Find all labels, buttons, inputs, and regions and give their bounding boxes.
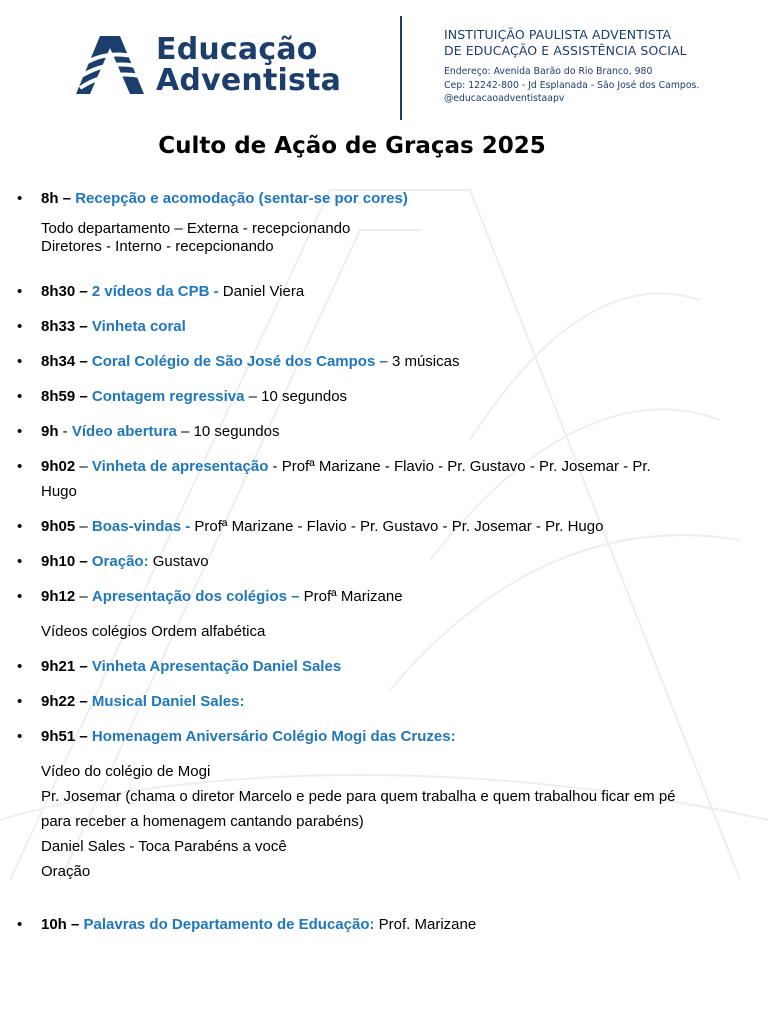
- item-detail: – 10 segundos: [176, 423, 280, 440]
- item-time: 8h30: [41, 283, 76, 300]
- institution-cep: Cep: 12242-800 - Jd Esplanada - São José dos Campos.: [444, 79, 700, 91]
- item-label: Vídeo abertura: [71, 423, 177, 440]
- bullet-icon: •: [17, 588, 23, 605]
- item-time: 9h12: [41, 588, 76, 605]
- institution-address: Endereço: Avenida Barão do Rio Branco, 980: [444, 66, 653, 77]
- schedule-item: [0, 454, 768, 504]
- schedule-item: [0, 689, 768, 714]
- adventist-a-icon: [76, 34, 146, 96]
- item-separator: –: [75, 728, 92, 745]
- item-label: Recepção e acomodação (sentar-se por cores): [75, 190, 408, 207]
- item-note: Pr. Josemar (chama o diretor Marcelo e pede para quem trabalha e quem trabalhou ficar em pé para receber a homenagem cantando parabéns): [41, 788, 676, 830]
- item-label: Vinheta Apresentação Daniel Sales: [91, 658, 342, 675]
- educacao-adventista-logo: [76, 34, 376, 98]
- item-time: 9h21: [41, 658, 76, 675]
- item-time: 8h34: [41, 353, 76, 370]
- item-note: Vídeos colégios Ordem alfabética: [41, 623, 266, 640]
- item-detail: – 10 segundos: [244, 388, 348, 405]
- item-time: 8h59: [41, 388, 76, 405]
- bullet-icon: •: [17, 658, 23, 675]
- item-label: Apresentação dos colégios –: [91, 588, 300, 605]
- item-time: 10h: [41, 916, 67, 933]
- bullet-icon: •: [17, 283, 23, 300]
- item-note: Todo departamento – Externa - recepcionando: [41, 220, 351, 237]
- schedule-item: [0, 314, 768, 339]
- item-separator: –: [75, 458, 92, 475]
- schedule-item: [0, 654, 768, 679]
- item-label: Boas-vindas -: [91, 518, 195, 535]
- item-note: Diretores - Interno - recepcionando: [41, 238, 274, 255]
- schedule-item: [0, 514, 768, 539]
- institution-social: @educacaoadventistaapv: [444, 93, 565, 104]
- item-label: Contagem regressiva: [91, 388, 245, 405]
- item-detail: Gustavo: [148, 553, 209, 570]
- schedule-item: [0, 912, 768, 937]
- item-detail: 3 músicas: [387, 353, 460, 370]
- institution-block: [444, 27, 699, 106]
- item-separator: –: [66, 916, 84, 933]
- item-label: 2 vídeos da CPB -: [91, 283, 219, 300]
- schedule-item: [0, 724, 768, 749]
- item-note: Oração: [41, 863, 91, 880]
- bullet-icon: •: [17, 518, 23, 535]
- schedule-item: [0, 549, 768, 574]
- item-time: 9h: [41, 423, 59, 440]
- item-separator: -: [58, 423, 72, 440]
- item-time: 8h33: [41, 318, 76, 335]
- item-separator: –: [75, 353, 92, 370]
- item-separator: –: [75, 553, 92, 570]
- item-note: Daniel Sales - Toca Parabéns a você: [41, 838, 287, 855]
- schedule-item: [0, 419, 768, 444]
- letterhead: [0, 0, 768, 125]
- bullet-icon: •: [17, 728, 23, 745]
- item-label: Coral Colégio de São José dos Campos –: [91, 353, 388, 370]
- schedule-item: [0, 186, 768, 211]
- logo-line-2: Adventista: [156, 63, 342, 98]
- bullet-icon: •: [17, 190, 23, 207]
- schedule-item: [0, 384, 768, 409]
- item-separator: –: [75, 388, 92, 405]
- bullet-icon: •: [17, 916, 23, 933]
- logo-line-1: Educação: [156, 32, 318, 67]
- bullet-icon: •: [17, 458, 23, 475]
- schedule-list: [0, 186, 768, 937]
- item-time: 9h05: [41, 518, 76, 535]
- item-label: Musical Daniel Sales:: [91, 693, 245, 710]
- item-detail: Profª Marizane: [299, 588, 403, 605]
- item-separator: –: [75, 588, 92, 605]
- item-label: Oração:: [91, 553, 149, 570]
- item-separator: –: [75, 283, 92, 300]
- item-detail: - Profª Marizane - Flavio - Pr. Gustavo - Pr. Josemar - Pr. Hugo: [41, 458, 651, 500]
- bullet-icon: •: [17, 318, 23, 335]
- item-detail: Daniel Viera: [218, 283, 305, 300]
- institution-line-2: DE EDUCAÇÃO E ASSISTÊNCIA SOCIAL: [444, 43, 687, 58]
- item-time: 9h10: [41, 553, 76, 570]
- institution-line-1: INSTITUIÇÃO PAULISTA ADVENTISTA: [444, 27, 672, 42]
- item-label: Vinheta coral: [91, 318, 186, 335]
- schedule-item: [0, 584, 768, 609]
- bullet-icon: •: [17, 423, 23, 440]
- item-separator: –: [75, 318, 92, 335]
- item-separator: –: [58, 190, 76, 207]
- bullet-icon: •: [17, 353, 23, 370]
- schedule-item: [0, 279, 768, 304]
- bullet-icon: •: [17, 553, 23, 570]
- page-title: Culto de Ação de Graças 2025: [158, 133, 546, 159]
- item-separator: –: [75, 658, 92, 675]
- bullet-icon: •: [17, 388, 23, 405]
- item-separator: –: [75, 518, 92, 535]
- schedule-item: [0, 349, 768, 374]
- item-time: 9h22: [41, 693, 76, 710]
- bullet-icon: •: [17, 693, 23, 710]
- item-detail: Prof. Marizane: [374, 916, 477, 933]
- item-time: 9h02: [41, 458, 76, 475]
- item-label: Palavras do Departamento de Educação:: [83, 916, 375, 933]
- item-label: Homenagem Aniversário Colégio Mogi das Cruzes:: [91, 728, 456, 745]
- item-time: 8h: [41, 190, 59, 207]
- header-divider: [400, 16, 402, 120]
- item-label: Vinheta de apresentação: [91, 458, 269, 475]
- item-note: Vídeo do colégio de Mogi: [41, 763, 211, 780]
- item-detail: Profª Marizane - Flavio - Pr. Gustavo - Pr. Josemar - Pr. Hugo: [194, 518, 604, 535]
- item-separator: –: [75, 693, 92, 710]
- item-time: 9h51: [41, 728, 76, 745]
